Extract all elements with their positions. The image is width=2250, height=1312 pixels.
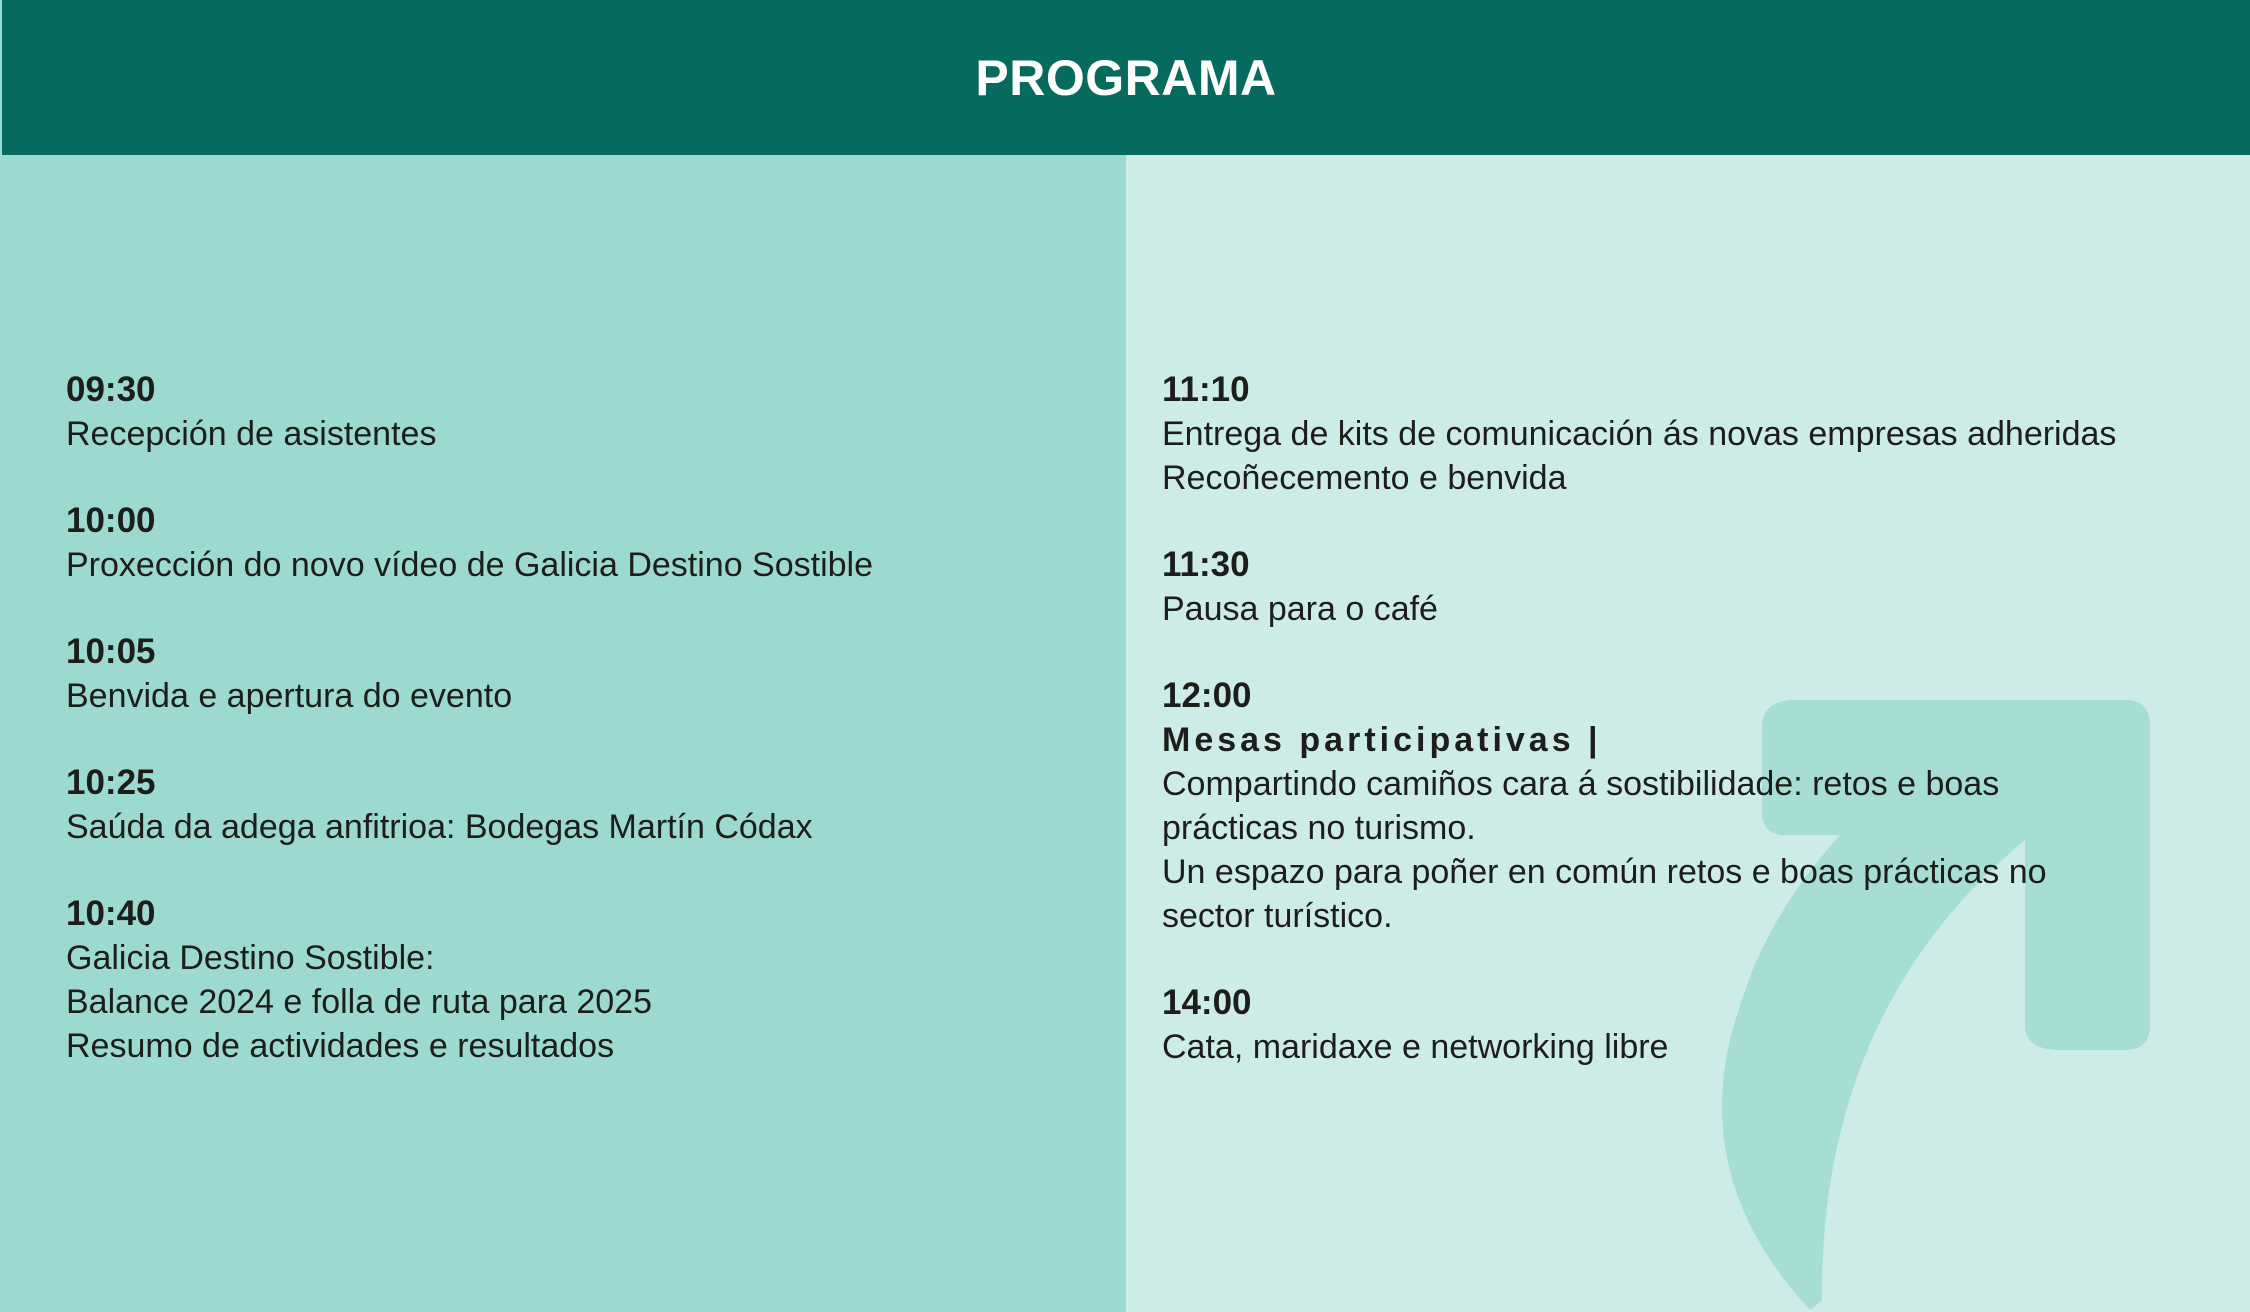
schedule-time: 11:10	[1162, 370, 1250, 409]
header-banner	[2, 0, 2250, 155]
schedule-time: 12:00	[1162, 676, 1252, 715]
schedule-item	[66, 368, 1106, 456]
schedule-item	[1162, 368, 2222, 500]
schedule-time: 09:30	[66, 370, 156, 409]
schedule-item	[66, 761, 1106, 849]
schedule-text: prácticas no turismo.	[1162, 809, 1476, 847]
schedule-text: Cata, maridaxe e networking libre	[1162, 1028, 1669, 1066]
schedule-item	[66, 499, 1106, 587]
schedule-text: Balance 2024 e folla de ruta para 2025	[66, 983, 653, 1021]
schedule-item	[66, 892, 1106, 1068]
schedule-time: 10:00	[66, 501, 156, 540]
schedule-time: 11:30	[1162, 545, 1250, 584]
schedule-item	[1162, 981, 2222, 1069]
schedule-left	[66, 368, 1106, 1111]
schedule-text: Recepción de asistentes	[66, 415, 437, 453]
schedule-text: Proxección do novo vídeo de Galicia Destino Sostible	[66, 546, 874, 584]
schedule-text: Un espazo para poñer en común retos e boas prácticas no	[1162, 853, 2047, 891]
schedule-text: Compartindo camiños cara á sostibilidade: retos e boas	[1162, 765, 2000, 803]
schedule-time: 14:00	[1162, 983, 1252, 1022]
page-title: PROGRAMA	[975, 49, 1277, 106]
schedule-text: Galicia Destino Sostible:	[66, 939, 435, 977]
schedule-item	[66, 630, 1106, 718]
schedule-heading: Mesas participativas |	[1162, 721, 1602, 759]
schedule-text: Resumo de actividades e resultados	[66, 1027, 615, 1065]
schedule-item	[1162, 674, 2222, 938]
schedule-text: sector turístico.	[1162, 897, 1393, 935]
schedule-text: Benvida e apertura do evento	[66, 677, 513, 715]
schedule-text: Entrega de kits de comunicación ás novas empresas adheridas	[1162, 415, 2117, 453]
schedule-item	[1162, 543, 2222, 631]
schedule-time: 10:05	[66, 632, 156, 671]
schedule-right	[1162, 368, 2222, 1112]
schedule-text: Recoñecemento e benvida	[1162, 459, 1567, 497]
schedule-time: 10:40	[66, 894, 156, 933]
schedule-time: 10:25	[66, 763, 156, 802]
schedule-text: Pausa para o café	[1162, 590, 1438, 628]
schedule-text: Saúda da adega anfitrioa: Bodegas Martín Códax	[66, 808, 813, 846]
